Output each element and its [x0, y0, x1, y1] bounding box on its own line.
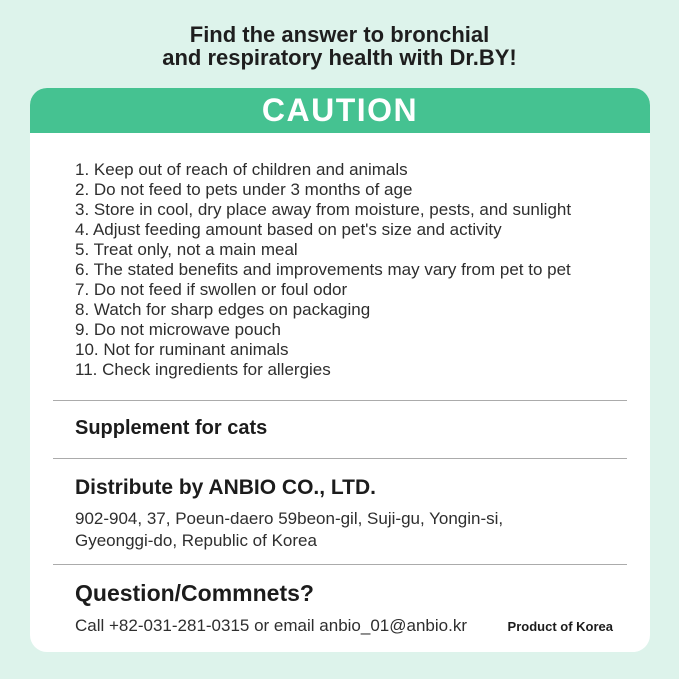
distributor-address [53, 508, 627, 552]
header-tagline-line2: and respiratory health with Dr.BY! [162, 45, 517, 70]
contact-row [53, 615, 627, 636]
caution-banner-label: CAUTION [261, 92, 419, 128]
caution-item: 4. Adjust feeding amount based on pet's size and activity [75, 220, 502, 239]
section-divider [53, 458, 627, 459]
section-divider [53, 400, 627, 401]
caution-list [53, 160, 627, 380]
caution-item: 1. Keep out of reach of children and animals [75, 160, 408, 179]
caution-item: 10. Not for ruminant animals [75, 340, 289, 359]
caution-card [30, 88, 650, 652]
caution-item: 3. Store in cool, dry place away from moisture, pests, and sunlight [75, 200, 572, 219]
distributor-heading: Distribute by ANBIO CO., LTD. [75, 476, 377, 499]
contact-line: Call +82-031-281-0315 or email anbio_01@anbio.kr [75, 616, 467, 635]
caution-banner [30, 88, 650, 133]
origin-label: Product of Korea [507, 619, 613, 634]
caution-item: 9. Do not microwave pouch [75, 320, 281, 339]
distributor-address-line1: 902-904, 37, Poeun-daero 59beon-gil, Suji-gu, Yongin-si, [75, 509, 504, 528]
section-divider [53, 564, 627, 565]
distributor-address-line2: Gyeonggi-do, Republic of Korea [75, 531, 317, 550]
caution-item: 2. Do not feed to pets under 3 months of age [75, 180, 413, 199]
caution-item: 7. Do not feed if swollen or foul odor [75, 280, 348, 299]
contact-heading: Question/Commnets? [75, 580, 314, 606]
supplement-heading: Supplement for cats [75, 417, 268, 439]
caution-item: 8. Watch for sharp edges on packaging [75, 300, 371, 319]
header-tagline [0, 0, 679, 69]
caution-card-body [30, 160, 650, 636]
header-tagline-line1: Find the answer to bronchial [189, 22, 490, 47]
caution-item: 6. The stated benefits and improvements may vary from pet to pet [75, 260, 571, 279]
caution-item: 5. Treat only, not a main meal [75, 240, 298, 259]
caution-item: 11. Check ingredients for allergies [75, 360, 331, 379]
